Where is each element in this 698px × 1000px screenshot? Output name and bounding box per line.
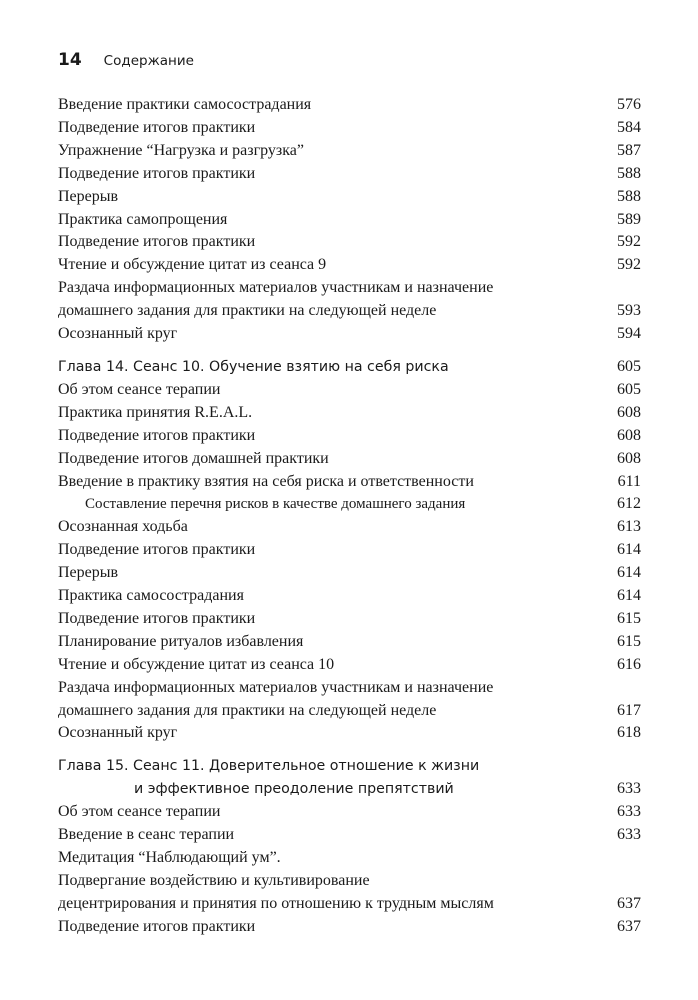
toc-entry-page: 592: [617, 256, 641, 274]
toc-entry-page: 605: [617, 380, 641, 398]
toc-entry-title: Подведение итогов практики: [58, 118, 256, 136]
toc-entry-page: 587: [617, 141, 641, 159]
toc-entry-title: Об этом сеансе терапии: [58, 803, 221, 821]
toc-entry: [58, 847, 641, 870]
toc-entry-title: Подведение итогов практики: [58, 541, 256, 559]
toc-entry: [58, 916, 641, 939]
toc-entry: [58, 379, 641, 402]
toc-entry: [58, 801, 641, 824]
toc-entry-title: Подведение итогов практики: [58, 233, 256, 251]
toc-entry: [58, 448, 641, 471]
toc-entry-page: 576: [617, 96, 641, 113]
toc-entry-title: Перерыв: [58, 564, 119, 582]
toc-entry: [58, 163, 641, 186]
toc-entry-title: Подведение итогов практики: [58, 917, 256, 935]
toc-entry: [58, 300, 641, 323]
toc-entry-page: 608: [617, 426, 641, 444]
toc-entry-page: 608: [617, 403, 641, 421]
toc-entry-title: Введение в практику взятия на себя риска и ответственности: [58, 472, 474, 490]
toc-entry-page: 615: [617, 609, 641, 627]
toc-chapter-title: Глава 14. Сеанс 10. Обучение взятию на себя риска: [58, 358, 449, 375]
toc-entry-page: 613: [617, 518, 641, 536]
toc-entry-title: децентрирования и принятия по отношению к трудным мыслям: [58, 894, 494, 912]
toc-entry-page: 616: [617, 655, 641, 673]
page-header: [58, 50, 194, 70]
toc-entry: [58, 277, 641, 300]
toc-entry: [58, 585, 641, 608]
toc-entry-title: домашнего задания для практики на следующей неделе: [58, 701, 437, 719]
toc-entry: [58, 471, 641, 494]
toc-entry: [58, 117, 641, 140]
toc-entry-title: Подведение итогов практики: [58, 164, 256, 182]
toc-entry: [58, 870, 641, 893]
toc-entry-title: Перерыв: [58, 187, 119, 205]
toc-chapter-heading-continued: [58, 778, 641, 801]
toc-entry-page: 608: [617, 449, 641, 467]
toc-entry: [58, 186, 641, 209]
toc-entry: [58, 516, 641, 539]
toc-entry: [58, 631, 641, 654]
toc-entry-page: 592: [617, 233, 641, 251]
toc-entry-title: Практика самосострадания: [58, 587, 244, 605]
toc-entry-page: 614: [617, 587, 641, 605]
toc-entry: [58, 722, 641, 745]
toc-entry-page: 612: [617, 495, 641, 513]
toc-subentry: [58, 493, 641, 516]
toc-entry-title: Чтение и обсуждение цитат из сеанса 9: [58, 256, 327, 274]
toc-entry: [58, 323, 641, 346]
toc-entry-page: 633: [617, 826, 641, 844]
toc-entry-title: Раздача информационных материалов участникам и назначение: [58, 678, 494, 696]
toc-entry: [58, 700, 641, 723]
running-title: Содержание: [103, 53, 194, 69]
toc-entry-title: Подведение итогов практики: [58, 609, 256, 627]
toc-entry: [58, 94, 641, 117]
toc-chapter-heading: [58, 755, 641, 778]
toc-entry-title: Об этом сеансе терапии: [58, 380, 221, 398]
toc-entry-page: 614: [617, 564, 641, 582]
toc-entry-title: Подвергание воздействию и культивирование: [58, 871, 370, 889]
toc-entry-title: Осознанный круг: [58, 724, 178, 742]
toc-entry-page: 633: [617, 780, 641, 798]
toc-entry-title: Подведение итогов домашней практики: [58, 449, 329, 467]
toc-entry-title: Подведение итогов практики: [58, 426, 256, 444]
toc-entry-title: Раздача информационных материалов участникам и назначение: [58, 279, 494, 297]
toc-entry-title: домашнего задания для практики на следующей неделе: [58, 302, 437, 320]
toc-entry-title: Введение практики самосострадания: [58, 96, 312, 113]
toc-entry: [58, 824, 641, 847]
toc-entry-title: Упражнение “Нагрузка и разгрузка”: [58, 141, 304, 159]
toc-entry-title: Планирование ритуалов избавления: [58, 632, 304, 650]
toc-entry-page: 637: [617, 917, 641, 935]
toc-entry-title: Введение в сеанс терапии: [58, 826, 235, 844]
toc-entry-page: 605: [617, 357, 641, 375]
toc-entry-page: 588: [617, 187, 641, 205]
toc-entry: [58, 425, 641, 448]
toc-entry: [58, 677, 641, 700]
toc-entry-page: 584: [617, 118, 641, 136]
toc-chapter-title: Глава 15. Сеанс 11. Доверительное отношение к жизни: [58, 758, 480, 775]
toc-entry-title: Практика принятия R.E.A.L.: [58, 403, 253, 421]
toc-entry-page: 615: [617, 632, 641, 650]
toc-entry: [58, 608, 641, 631]
toc-entry-page: 637: [617, 894, 641, 912]
toc-entry-page: 611: [617, 472, 641, 490]
toc-entry: [58, 654, 641, 677]
toc-entry: [58, 539, 641, 562]
toc-entry: [58, 402, 641, 425]
toc-entry-page: 617: [617, 701, 641, 719]
toc-entry-title: Составление перечня рисков в качестве домашнего задания: [85, 496, 466, 513]
toc-entry-page: 618: [617, 724, 641, 742]
toc-entry-title: Медитация “Наблюдающий ум”.: [58, 849, 281, 866]
toc-entry-page: 633: [617, 803, 641, 821]
toc-entry: [58, 209, 641, 232]
toc-entry: [58, 231, 641, 254]
toc-entry: [58, 562, 641, 585]
toc-entry-page: 594: [617, 325, 641, 343]
toc-entry: [58, 254, 641, 277]
toc-entry-page: 588: [617, 164, 641, 182]
toc-chapter-heading: [58, 356, 641, 379]
toc-entry-page: 589: [617, 210, 641, 228]
toc-entry-title: Осознанная ходьба: [58, 518, 188, 536]
toc-chapter-title: и эффективное преодоление препятствий: [134, 781, 454, 798]
toc-entry: [58, 893, 641, 916]
toc-entry-title: Практика самопрощения: [58, 210, 228, 228]
toc-entry-title: Чтение и обсуждение цитат из сеанса 10: [58, 655, 335, 673]
page-number: 14: [58, 50, 82, 70]
toc-entry-page: 593: [617, 302, 641, 320]
toc-entry: [58, 140, 641, 163]
toc-entry-page: 614: [617, 541, 641, 559]
table-of-contents: [58, 94, 641, 939]
toc-entry-title: Осознанный круг: [58, 325, 178, 343]
